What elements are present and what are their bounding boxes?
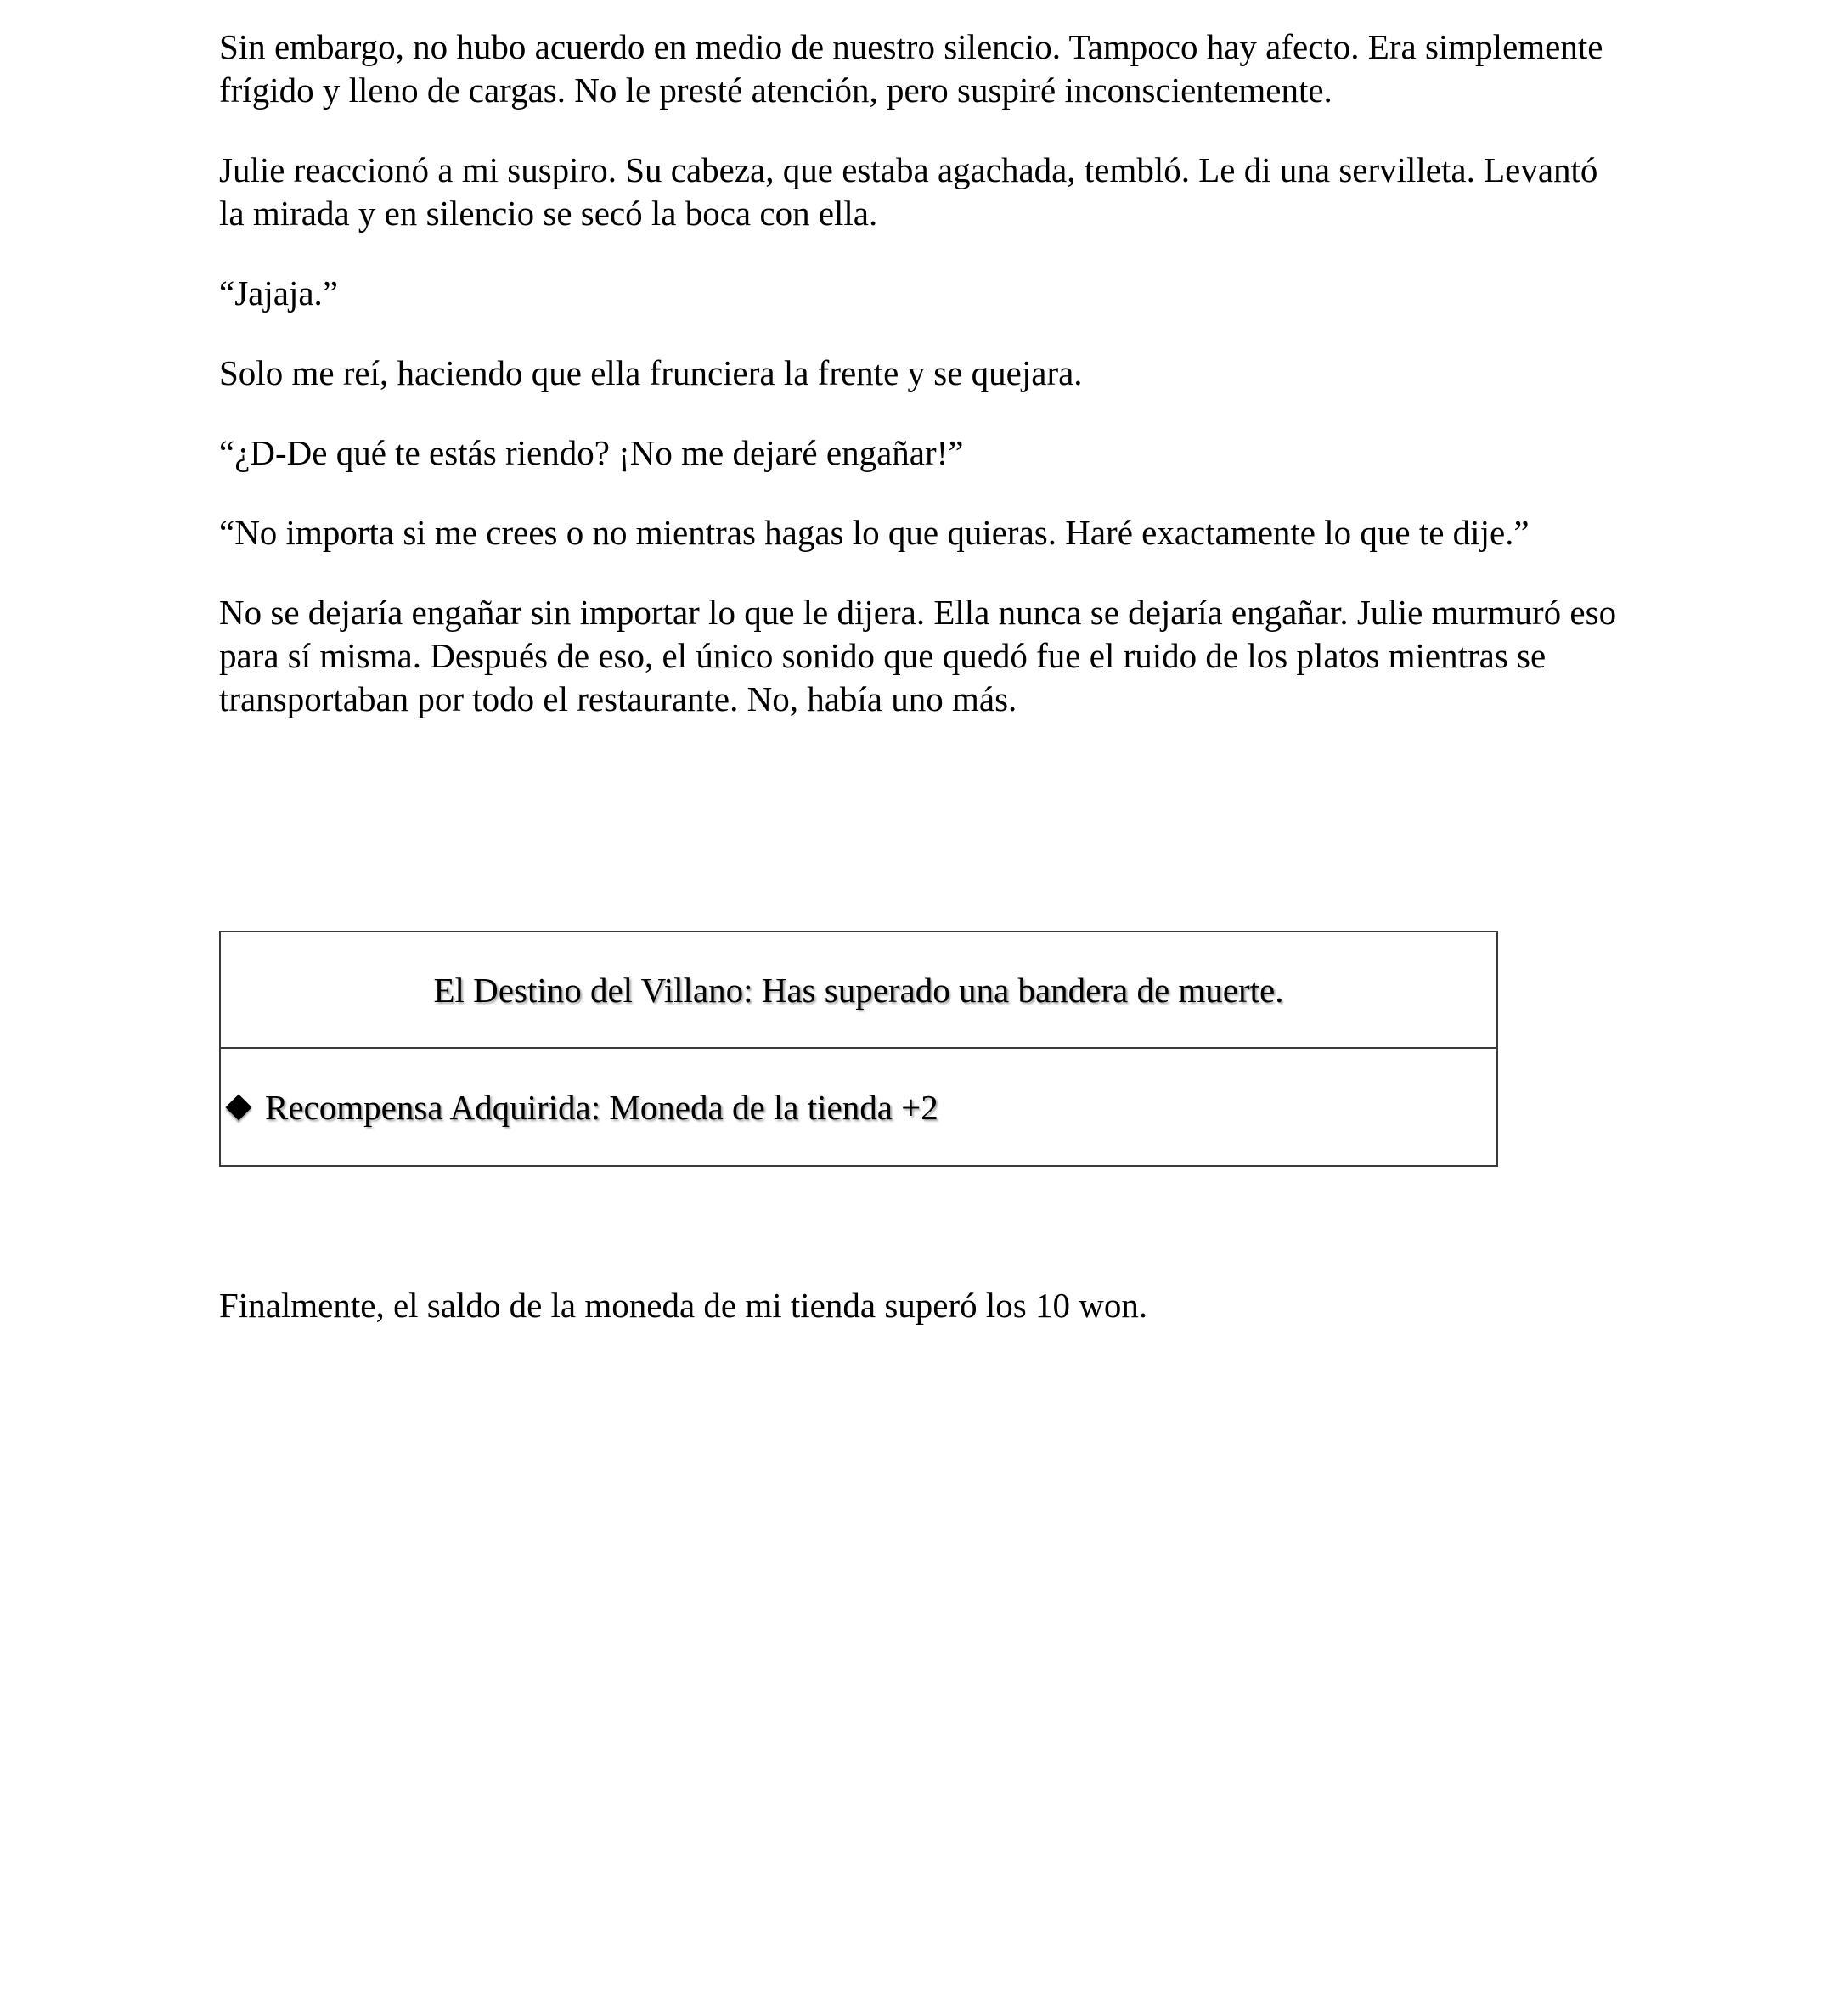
diamond-bullet-icon (225, 1094, 251, 1120)
paragraph-1: Sin embargo, no hubo acuerdo en medio de nuestro silencio. Tampoco hay afecto. Era simplemente frígido y lleno de cargas. No le presté atención, pero suspiré inconscientemente. (219, 27, 1603, 110)
system-message-box (219, 931, 1498, 1167)
paragraph-7: No se dejaría engañar sin importar lo que le dijera. Ella nunca se dejaría engañar. Julie murmuró eso para sí misma. Después de eso, el único sonido que quedó fue el ruido de los platos mientras se transportaban por todo el restaurante. No, había uno más. (219, 593, 1617, 718)
system-message-reward-row (221, 1049, 1496, 1165)
system-message-title-row (221, 932, 1496, 1049)
paragraph-2: Julie reaccionó a mi suspiro. Su cabeza, que estaba agachada, tembló. Le di una servilleta. Levantó la mirada y en silencio se secó la boca con ella. (219, 150, 1598, 233)
paragraph-3: “Jajaja.” (219, 273, 338, 313)
final-paragraph: Finalmente, el saldo de la moneda de mi tienda superó los 10 won. (219, 1286, 1148, 1325)
document-body (219, 25, 1629, 757)
paragraph-4: Solo me reí, haciendo que ella frunciera la frente y se quejara. (219, 353, 1083, 392)
system-message-reward: Recompensa Adquirida: Moneda de la tienda +2 (265, 1087, 938, 1127)
system-message-title: El Destino del Villano: Has superado una bandera de muerte. (433, 970, 1284, 1010)
paragraph-5: “¿D-De qué te estás riendo? ¡No me dejaré engañar!” (219, 433, 964, 472)
paragraph-6: “No importa si me crees o no mientras hagas lo que quieras. Haré exactamente lo que te dije.” (219, 513, 1530, 552)
